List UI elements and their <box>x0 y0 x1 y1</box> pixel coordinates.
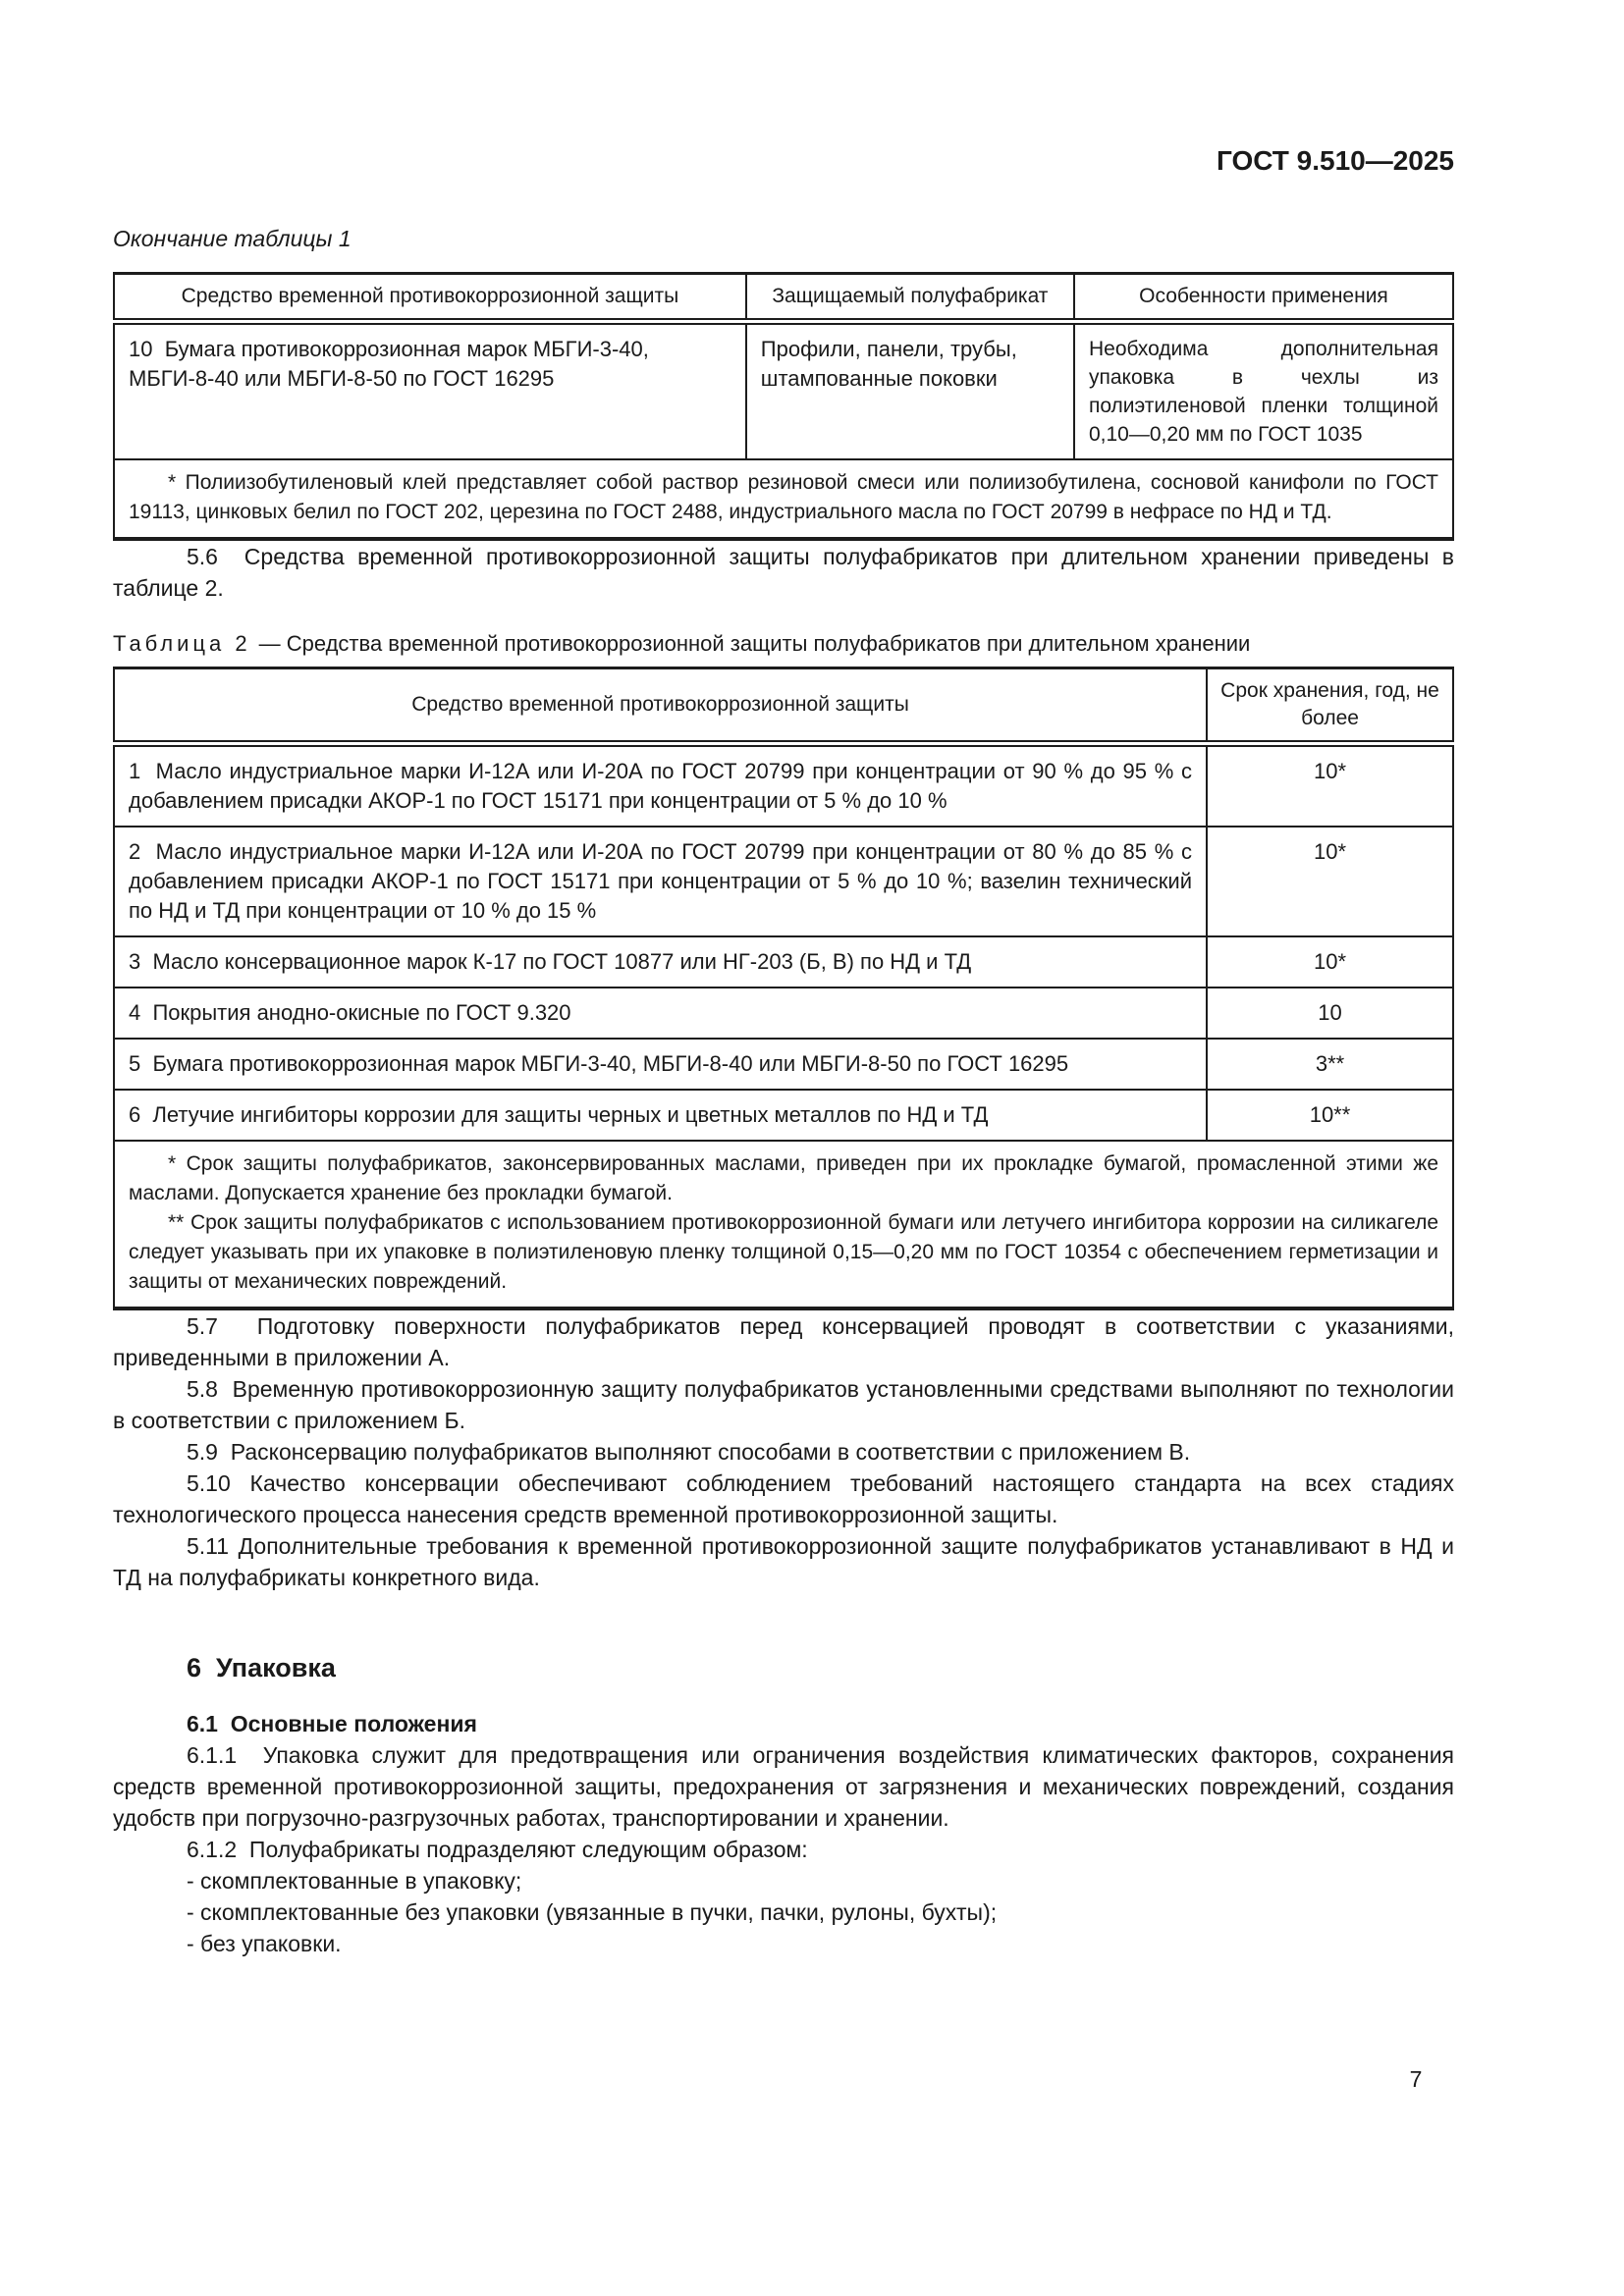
table2-cell-term-6: 10** <box>1207 1090 1453 1141</box>
document-code-header: ГОСТ 9.510—2025 <box>1216 145 1454 176</box>
section-6-1-title: 6.1 Основные положения <box>187 1711 477 1736</box>
table1-continuation-caption: Окончание таблицы 1 <box>113 226 352 251</box>
table1-footnote-row <box>114 459 1453 539</box>
table2-cell-term-1: 10* <box>1207 744 1453 828</box>
page-content <box>113 0 1454 1959</box>
paragraph-6-1-2: 6.1.2 Полуфабрикаты подразделяют следующим образом: <box>187 1837 808 1862</box>
table2-footnote-2: ** Срок защиты полуфабрикатов с использованием противокоррозионной бумаги или летучего ингибитора коррозии на силикагеле следует указывать при их упаковке в полиэтиленовую пленку толщиной 0,15—0,20 мм по ГОСТ 10354 с обеспечением герметизации и защиты от механических повреждений. <box>129 1211 1438 1293</box>
paragraph-5-7: 5.7 Подготовку поверхности полуфабрикатов перед консервацией проводят в соответствии с указаниями, приведенными в приложении А. <box>113 1313 1454 1370</box>
table2-long-term-storage <box>113 667 1454 1310</box>
table2-caption-label: Таблица 2 <box>113 631 251 656</box>
table-row <box>114 1090 1453 1141</box>
table2-cell-protection-3: 3 Масло консервационное марок К-17 по ГОСТ 10877 или НГ-203 (Б, В) по НД и ТД <box>114 936 1207 988</box>
table-row <box>114 1039 1453 1090</box>
table-row <box>114 936 1453 988</box>
paragraph-5-10: 5.10 Качество консервации обеспечивают соблюдением требований настоящего стандарта на всех стадиях технологического процесса нанесения средств временной противокоррозионной защиты. <box>113 1470 1454 1527</box>
table2-cell-protection-4: 4 Покрытия анодно-окисные по ГОСТ 9.320 <box>114 988 1207 1039</box>
table1-cell-product: Профили, панели, трубы, штампованные поковки <box>746 322 1074 460</box>
paragraph-5-9: 5.9 Расконсервацию полуфабрикатов выполняют способами в соответствии с приложением В. <box>187 1439 1191 1465</box>
table2-cell-term-2: 10* <box>1207 827 1453 936</box>
list-item: - без упаковки. <box>187 1931 342 1956</box>
table2-cell-term-3: 10* <box>1207 936 1453 988</box>
table2-footnote-1: * Срок защиты полуфабрикатов, законсервированных маслами, приведен при их прокладке бумагой, промасленной этими же маслами. Допускается хранение без прокладки бумагой. <box>129 1152 1438 1204</box>
table2-footnote-cell <box>114 1141 1453 1308</box>
table2-col-header-protection: Средство временной противокоррозионной защиты <box>114 668 1207 744</box>
table2-footnote-row <box>114 1141 1453 1308</box>
table2-cell-term-4: 10 <box>1207 988 1453 1039</box>
table1-footnote-cell <box>114 459 1453 539</box>
paragraph-5-6: 5.6 Средства временной противокоррозионной защиты полуфабрикатов при длительном хранении приведены в таблице 2. <box>113 544 1454 601</box>
paragraph-5-11: 5.11 Дополнительные требования к временной противокоррозионной защите полуфабрикатов устанавливают в НД и ТД на полуфабрикаты конкретного вида. <box>113 1533 1454 1590</box>
table-row <box>114 322 1453 460</box>
table1-cell-notes: Необходима дополнительная упаковка в чехлы из полиэтиленовой пленки толщиной 0,10—0,20 мм по ГОСТ 1035 <box>1074 322 1453 460</box>
paragraph-6-1-1: 6.1.1 Упаковка служит для предотвращения или ограничения воздействия климатических факторов, сохранения средств временной противокоррозионной защиты, предохранения от загрязнения и механических повреждений, создания удобств при погрузочно-разгрузочных работах, транспортировании и хранении. <box>113 1742 1454 1831</box>
table-row <box>114 827 1453 936</box>
table2-cell-protection-1: 1 Масло индустриальное марки И-12А или И-20А по ГОСТ 20799 при концентрации от 90 % до 95 % с добавлением присадки АКОР-1 по ГОСТ 15171 при концентрации от 5 % до 10 % <box>114 744 1207 828</box>
table2-cell-term-5: 3** <box>1207 1039 1453 1090</box>
table1-col-header-notes: Особенности применения <box>1074 274 1453 322</box>
table-row <box>114 744 1453 828</box>
paragraph-5-8: 5.8 Временную противокоррозионную защиту полуфабрикатов установленными средствами выполняют по технологии в соответствии с приложением Б. <box>113 1376 1454 1433</box>
table2-header-row <box>114 668 1453 744</box>
table1-footnote-text: * Полиизобутиленовый клей представляет собой раствор резиновой смеси или полиизобутилена, сосновой канифоли по ГОСТ 19113, цинковых белил по ГОСТ 202, церезина по ГОСТ 2488, индустриального масла по ГОСТ 20799 в нефрасе по НД и ТД. <box>129 471 1438 523</box>
table2-col-header-term: Срок хранения, год, не более <box>1207 668 1453 744</box>
table2-caption <box>113 629 1454 659</box>
table1-col-header-protection: Средство временной противокоррозионной защиты <box>114 274 746 322</box>
table2-caption-title: — Средства временной противокоррозионной защиты полуфабрикатов при длительном хранении <box>258 631 1251 656</box>
list-item: - скомплектованные в упаковку; <box>187 1868 522 1894</box>
table2-cell-protection-2: 2 Масло индустриальное марки И-12А или И-20А по ГОСТ 20799 при концентрации от 80 % до 85 % с добавлением присадки АКОР-1 по ГОСТ 15171 при концентрации от 5 % до 10 %; вазелин технический по НД и ТД при концентрации от 10 % до 15 % <box>114 827 1207 936</box>
table1-header-row <box>114 274 1453 322</box>
table2-cell-protection-5: 5 Бумага противокоррозионная марок МБГИ-3-40, МБГИ-8-40 или МБГИ-8-50 по ГОСТ 16295 <box>114 1039 1207 1090</box>
section-6-title: 6 Упаковка <box>187 1653 336 1682</box>
list-item: - скомплектованные без упаковки (увязанные в пучки, пачки, рулоны, бухты); <box>187 1899 998 1925</box>
table-row <box>114 988 1453 1039</box>
table1-cell-protection: 10 Бумага противокоррозионная марок МБГИ-3-40, МБГИ-8-40 или МБГИ-8-50 по ГОСТ 16295 <box>114 322 746 460</box>
table2-cell-protection-6: 6 Летучие ингибиторы коррозии для защиты черных и цветных металлов по НД и ТД <box>114 1090 1207 1141</box>
page-number: 7 <box>1409 2066 1423 2092</box>
table1-protection-means <box>113 272 1454 541</box>
table1-col-header-product: Защищаемый полуфабрикат <box>746 274 1074 322</box>
